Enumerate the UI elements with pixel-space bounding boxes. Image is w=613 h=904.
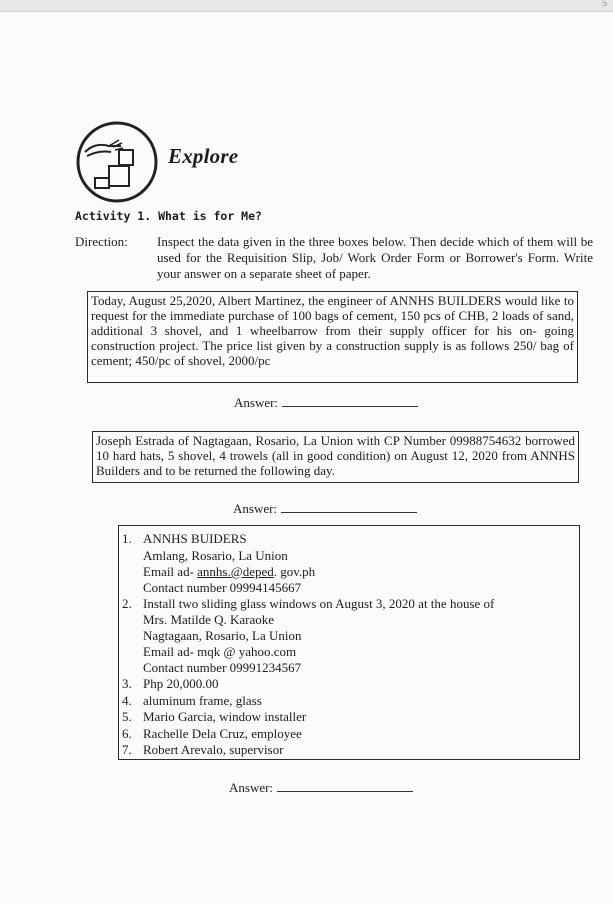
item-text: Mario Garcia, window installer bbox=[143, 709, 307, 724]
answer-blank bbox=[277, 781, 413, 792]
client-name: Mrs. Matilde Q. Karaoke bbox=[143, 612, 275, 627]
scenario-box-3 bbox=[118, 525, 580, 760]
section-title: Explore bbox=[168, 144, 239, 168]
list-item bbox=[122, 596, 576, 613]
direction-label: Direction: bbox=[75, 234, 128, 249]
company-name: ANNHS BUIDERS bbox=[143, 531, 247, 546]
company-email bbox=[122, 564, 576, 580]
item-number: 1. bbox=[122, 531, 132, 546]
job-description: Install two sliding glass windows on August 3, 2020 at the house of bbox=[143, 595, 495, 611]
answer-blank bbox=[281, 502, 417, 513]
list-item bbox=[122, 726, 576, 743]
item-text: Robert Arevalo, supervisor bbox=[143, 742, 284, 757]
answer-label: Answer: bbox=[229, 780, 274, 795]
item-number: 6. bbox=[122, 725, 132, 741]
answer-3 bbox=[229, 780, 413, 796]
client-address: Nagtagaan, Rosario, La Union bbox=[143, 628, 302, 643]
client-contact: Contact number 09991234567 bbox=[143, 660, 302, 675]
direction-text: Inspect the data given in the three boxes below. Then decide which of them will be used for the Requisition Slip, Job/ Work Order Form or Borrower's Form. Write your answer on a separate sheet of paper. bbox=[157, 234, 593, 281]
email-suffix: . gov.ph bbox=[273, 563, 316, 579]
top-scroll-edge bbox=[0, 0, 613, 12]
list-item bbox=[122, 742, 576, 759]
email-link: annhs.@deped bbox=[197, 563, 274, 579]
item-number: 3. bbox=[122, 676, 132, 691]
item-number: 5. bbox=[122, 709, 132, 724]
list-item bbox=[122, 709, 576, 726]
answer-label: Answer: bbox=[234, 395, 279, 410]
company-address: Amlang, Rosario, La Union bbox=[143, 547, 288, 563]
explore-logo-icon bbox=[75, 120, 159, 204]
item-text: Php 20,000.00 bbox=[143, 676, 219, 691]
email-prefix: Email ad- bbox=[143, 563, 198, 579]
client-email: Email ad- mqk @ yahoo.com bbox=[143, 644, 297, 659]
item-number: 4. bbox=[122, 692, 132, 708]
list-item bbox=[122, 693, 576, 710]
answer-1 bbox=[234, 395, 418, 411]
company-contact: Contact number 09994145667 bbox=[143, 579, 302, 595]
list-item bbox=[122, 676, 576, 693]
activity-title: Activity 1. What is for Me? bbox=[75, 209, 262, 223]
item-text: Rachelle Dela Cruz, employee bbox=[143, 725, 302, 741]
corner-page-mark: 5 bbox=[602, 0, 607, 9]
answer-2 bbox=[233, 501, 417, 517]
list-item bbox=[122, 531, 576, 548]
scenario-box-2: Joseph Estrada of Nagtagaan, Rosario, La Union with CP Number 09988754632 borrowed 10 hard hats, 5 shovel, 4 trowels (all in good condition) on August 12, 2020 from ANNHS Builders and to be returned the following day. bbox=[92, 431, 579, 483]
answer-blank bbox=[282, 396, 418, 407]
item-text: aluminum frame, glass bbox=[143, 692, 262, 708]
answer-label: Answer: bbox=[233, 501, 278, 516]
item-number: 7. bbox=[122, 742, 132, 757]
item-number: 2. bbox=[122, 595, 132, 611]
scenario-box-1: Today, August 25,2020, Albert Martinez, the engineer of ANNHS BUILDERS would like to request for the immediate purchase of 100 bags of cement, 150 pcs of CHB, 2 loads of sand, additional 3 shovel, and 1 wheelbarrow from their supply officer for his on- going construction project. The price list given by a construction supply is as follows 250/ bag of cement; 450/pc of shovel, 2000/pc bbox=[87, 291, 578, 383]
